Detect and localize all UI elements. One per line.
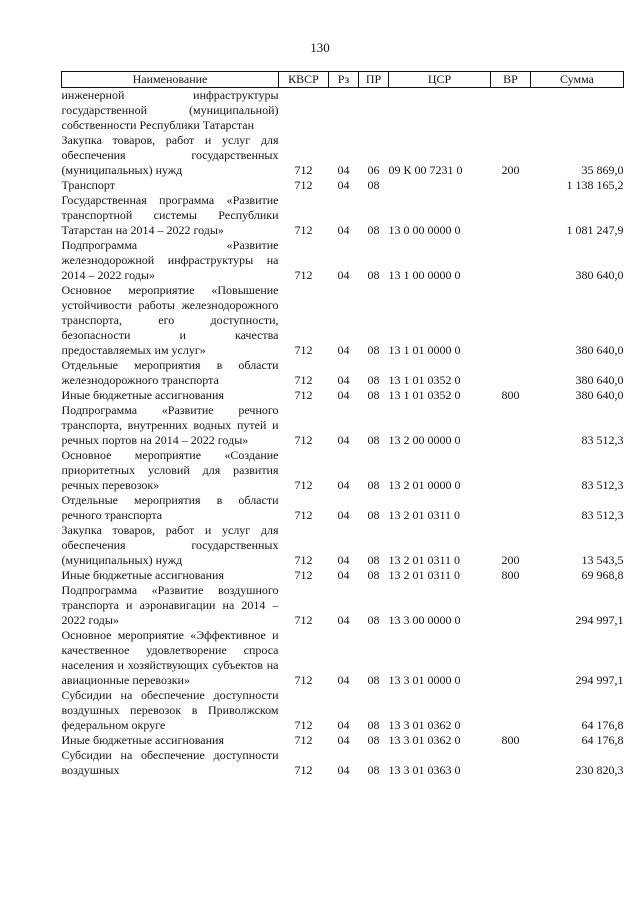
cell-kvsr: 712 xyxy=(294,508,313,522)
cell-rz: 04 xyxy=(337,553,350,567)
page-number: 130 xyxy=(310,40,330,55)
cell-rz: 04 xyxy=(337,613,350,627)
cell-kvsr: 712 xyxy=(294,163,313,177)
table-header xyxy=(62,72,624,88)
cell-name: инженерной инфраструктуры государственной (муниципальной) собственности Республики Татарстан xyxy=(61,88,279,132)
table-body xyxy=(62,88,624,779)
cell-kvsr: 712 xyxy=(294,613,313,627)
cell-csr: 13 1 01 0352 0 xyxy=(388,373,461,387)
cell-name: Отдельные мероприятия в области железнодорожного транспорта xyxy=(61,358,279,387)
cell-rz: 04 xyxy=(337,373,350,387)
cell-vr: 800 xyxy=(501,388,520,402)
cell-rz: 04 xyxy=(337,223,350,237)
cell-name: Субсидии на обеспечение доступности воздушных перевозок в Приволжском федеральном округе xyxy=(61,688,279,732)
cell-pr: 08 xyxy=(367,223,380,237)
cell-kvsr: 712 xyxy=(294,373,313,387)
table-row xyxy=(62,568,624,583)
cell-name: Иные бюджетные ассигнования xyxy=(61,733,224,747)
table-row xyxy=(62,178,624,193)
cell-vr xyxy=(491,358,531,388)
cell-csr: 13 0 00 0000 0 xyxy=(388,223,461,237)
budget-table xyxy=(61,71,624,778)
cell-rz: 04 xyxy=(337,343,350,357)
cell-pr: 08 xyxy=(367,433,380,447)
cell-csr: 13 3 01 0000 0 xyxy=(388,673,461,687)
cell-vr: 200 xyxy=(501,553,520,567)
cell-csr: 13 3 01 0362 0 xyxy=(388,733,461,747)
cell-pr: 08 xyxy=(367,343,380,357)
cell-rz: 04 xyxy=(337,508,350,522)
cell-sum: 380 640,0 xyxy=(575,343,624,357)
cell-sum: 83 512,3 xyxy=(581,478,624,492)
cell-sum: 69 968,8 xyxy=(581,568,624,582)
cell-vr xyxy=(491,583,531,628)
column-header-rz: Рз xyxy=(329,72,359,88)
cell-rz: 04 xyxy=(337,478,350,492)
cell-csr: 13 3 01 0362 0 xyxy=(388,718,461,732)
cell-vr xyxy=(491,688,531,733)
table-row xyxy=(62,688,624,733)
cell-kvsr: 712 xyxy=(294,718,313,732)
cell-name: Основное мероприятие «Создание приоритетных условий для развития речных перевозок» xyxy=(61,448,279,492)
cell-csr: 13 1 01 0352 0 xyxy=(388,388,461,402)
cell-vr xyxy=(491,403,531,448)
cell-rz: 04 xyxy=(337,268,350,282)
cell-csr: 13 2 01 0311 0 xyxy=(388,568,461,582)
cell-pr: 08 xyxy=(367,673,380,687)
cell-csr xyxy=(389,88,491,134)
cell-sum: 83 512,3 xyxy=(581,508,624,522)
cell-name: Подпрограмма «Развитие воздушного транспорта и аэронавигации на 2014 – 2022 годы» xyxy=(61,583,279,627)
cell-rz: 04 xyxy=(337,718,350,732)
table-row xyxy=(62,403,624,448)
cell-csr: 13 3 00 0000 0 xyxy=(388,613,461,627)
column-header-sum: Сумма xyxy=(531,72,624,88)
cell-sum: 1 081 247,9 xyxy=(566,223,624,237)
cell-vr: 800 xyxy=(501,733,520,747)
cell-sum: 230 820,3 xyxy=(575,763,624,777)
cell-sum: 380 640,0 xyxy=(575,388,624,402)
cell-csr: 13 1 00 0000 0 xyxy=(388,268,461,282)
cell-pr: 08 xyxy=(367,763,380,777)
cell-sum: 64 176,8 xyxy=(581,718,624,732)
cell-rz xyxy=(329,88,359,134)
cell-vr xyxy=(491,178,531,193)
cell-sum: 64 176,8 xyxy=(581,733,624,747)
cell-name: Транспорт xyxy=(61,178,115,192)
cell-sum: 13 543,5 xyxy=(581,553,624,567)
table-row xyxy=(62,733,624,748)
cell-rz: 04 xyxy=(337,433,350,447)
cell-pr: 06 xyxy=(367,163,380,177)
cell-kvsr: 712 xyxy=(294,673,313,687)
cell-pr: 08 xyxy=(367,568,380,582)
cell-csr: 09 К 00 7231 0 xyxy=(388,163,463,177)
cell-sum: 294 997,1 xyxy=(575,613,624,627)
cell-vr: 200 xyxy=(501,163,520,177)
cell-name: Подпрограмма «Развитие железнодорожной инфраструктуры на 2014 – 2022 годы» xyxy=(61,238,279,282)
table-row xyxy=(62,133,624,178)
cell-csr: 13 2 01 0311 0 xyxy=(388,553,461,567)
cell-sum xyxy=(531,88,624,134)
cell-kvsr: 712 xyxy=(294,478,313,492)
cell-vr: 800 xyxy=(501,568,520,582)
cell-pr: 08 xyxy=(367,478,380,492)
table-row xyxy=(62,193,624,238)
cell-csr: 13 2 01 0000 0 xyxy=(388,478,461,492)
cell-vr xyxy=(491,88,531,134)
cell-vr xyxy=(491,238,531,283)
cell-vr xyxy=(491,448,531,493)
cell-kvsr: 712 xyxy=(294,178,313,192)
column-header-pr: ПР xyxy=(359,72,389,88)
cell-sum: 1 138 165,2 xyxy=(566,178,624,192)
cell-csr: 13 3 01 0363 0 xyxy=(388,763,461,777)
cell-sum: 83 512,3 xyxy=(581,433,624,447)
cell-sum: 380 640,0 xyxy=(575,268,624,282)
cell-vr xyxy=(491,493,531,523)
table-row xyxy=(62,748,624,778)
cell-vr xyxy=(491,748,531,778)
cell-kvsr xyxy=(279,88,329,134)
table-row xyxy=(62,238,624,283)
table-row xyxy=(62,283,624,358)
cell-kvsr: 712 xyxy=(294,223,313,237)
column-header-csr: ЦСР xyxy=(389,72,491,88)
table-row xyxy=(62,448,624,493)
column-header-kvsr: КВСР xyxy=(279,72,329,88)
cell-vr xyxy=(491,628,531,688)
cell-csr: 13 2 00 0000 0 xyxy=(388,433,461,447)
cell-kvsr: 712 xyxy=(294,568,313,582)
table-row xyxy=(62,88,624,134)
cell-vr xyxy=(491,283,531,358)
table-row xyxy=(62,358,624,388)
cell-pr: 08 xyxy=(367,388,380,402)
cell-pr: 08 xyxy=(367,733,380,747)
cell-rz: 04 xyxy=(337,568,350,582)
cell-name: Государственная программа «Развитие транспортной системы Республики Татарстан на 2014 – 2022 годы» xyxy=(61,193,279,237)
cell-csr xyxy=(389,178,491,193)
cell-kvsr: 712 xyxy=(294,433,313,447)
cell-rz: 04 xyxy=(337,178,350,192)
cell-vr xyxy=(491,193,531,238)
cell-name: Закупка товаров, работ и услуг для обеспечения государственных (муниципальных) нужд xyxy=(61,133,279,177)
cell-pr: 08 xyxy=(367,553,380,567)
table-row xyxy=(62,388,624,403)
cell-name: Основное мероприятие «Повышение устойчивости работы железнодорожного транспорта, его доступности, безопасности и качества предоставляемых им услуг» xyxy=(61,283,279,357)
table-row xyxy=(62,583,624,628)
cell-name: Закупка товаров, работ и услуг для обеспечения государственных (муниципальных) нужд xyxy=(61,523,279,567)
cell-rz: 04 xyxy=(337,388,350,402)
cell-name: Иные бюджетные ассигнования xyxy=(61,568,224,582)
cell-rz: 04 xyxy=(337,163,350,177)
cell-name: Субсидии на обеспечение доступности воздушных xyxy=(61,748,279,777)
cell-sum: 35 869,0 xyxy=(581,163,624,177)
cell-pr: 08 xyxy=(367,718,380,732)
cell-pr: 08 xyxy=(367,373,380,387)
cell-pr: 08 xyxy=(367,613,380,627)
cell-name: Отдельные мероприятия в области речного транспорта xyxy=(61,493,279,522)
cell-kvsr: 712 xyxy=(294,388,313,402)
cell-csr: 13 1 01 0000 0 xyxy=(388,343,461,357)
table-row xyxy=(62,628,624,688)
table-row xyxy=(62,523,624,568)
cell-rz: 04 xyxy=(337,763,350,777)
column-header-name: Наименование xyxy=(62,72,279,88)
cell-kvsr: 712 xyxy=(294,763,313,777)
cell-pr: 08 xyxy=(367,508,380,522)
cell-name: Основное мероприятие «Эффективное и качественное удовлетворение спроса населения и хозяйствующих субъектов на авиационные перевозки» xyxy=(61,628,279,687)
cell-kvsr: 712 xyxy=(294,343,313,357)
cell-sum: 380 640,0 xyxy=(575,373,624,387)
cell-rz: 04 xyxy=(337,673,350,687)
cell-pr: 08 xyxy=(367,268,380,282)
cell-pr: 08 xyxy=(367,178,380,192)
cell-name: Иные бюджетные ассигнования xyxy=(61,388,224,402)
cell-kvsr: 712 xyxy=(294,553,313,567)
cell-name: Подпрограмма «Развитие речного транспорта, внутренних водных путей и речных портов на 2014 – 2022 годы» xyxy=(61,403,279,447)
column-header-vr: ВР xyxy=(491,72,531,88)
cell-pr xyxy=(359,88,389,134)
table-row xyxy=(62,493,624,523)
cell-csr: 13 2 01 0311 0 xyxy=(388,508,461,522)
cell-rz: 04 xyxy=(337,733,350,747)
cell-kvsr: 712 xyxy=(294,268,313,282)
cell-kvsr: 712 xyxy=(294,733,313,747)
cell-sum: 294 997,1 xyxy=(575,673,624,687)
